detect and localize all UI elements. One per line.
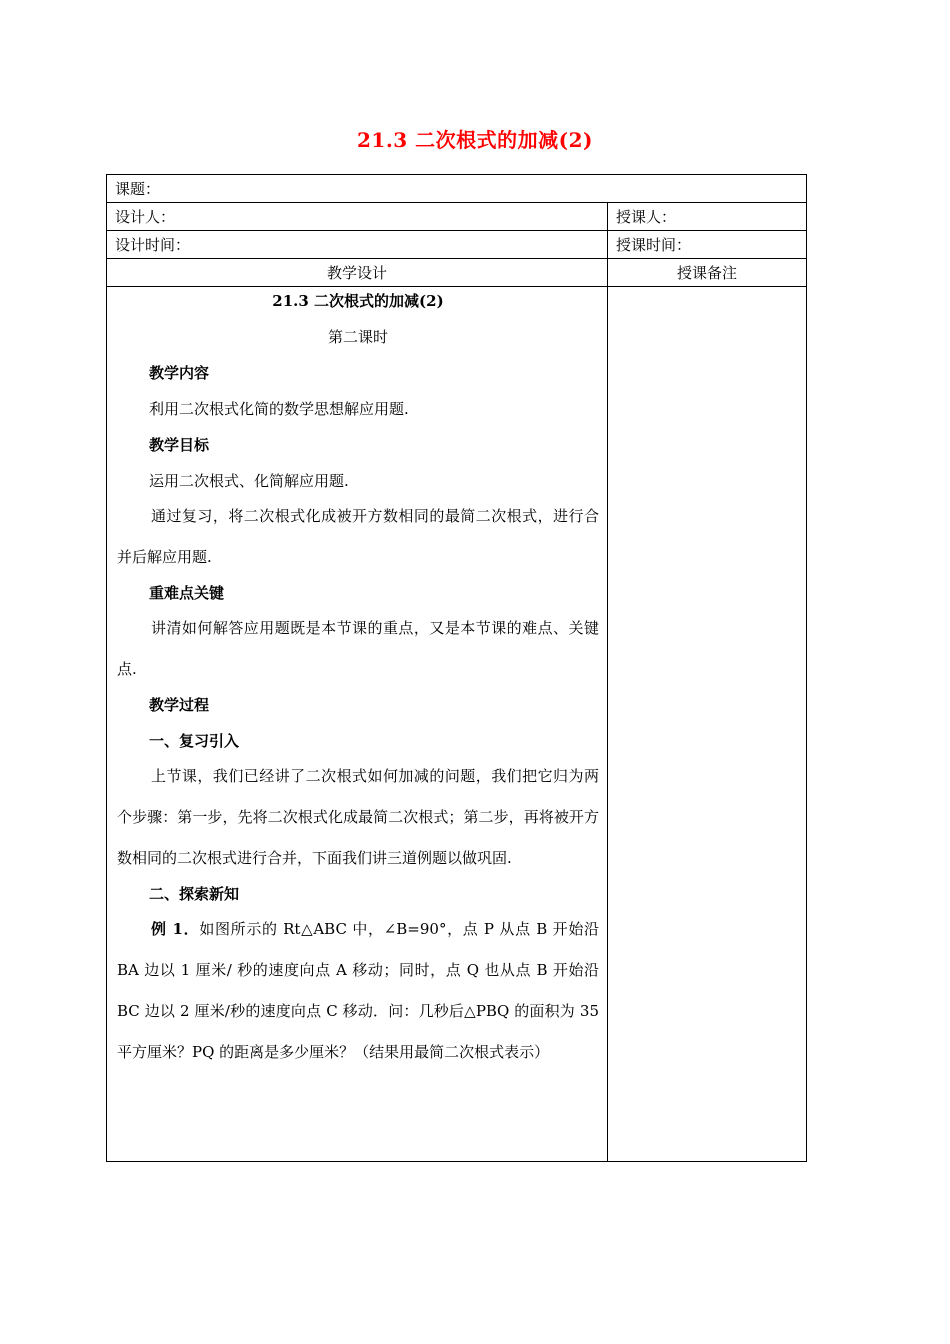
lesson-period: 第二课时: [327, 328, 388, 346]
example-text: 如图所示的 Rt△ABC 中，∠B=90°，点 P 从点 B 开始沿 BA 边以 1 厘米/ 秒的速度向点 A 移动；同时，点 Q 也从点 B 开始沿 BC 边以 2 厘米/秒的速度向点 C 移动．问：几秒后△PBQ 的面积为 35 平方厘米？PQ 的距离是多少厘米？（结果用最简二次根式表示）: [117, 920, 599, 1061]
teacher-label: 授课人：: [608, 203, 807, 231]
key-text: 讲清如何解答应用题既是本节课的重点，又是本节课的难点、关键点.: [117, 619, 599, 678]
designer-label: 设计人：: [107, 203, 608, 231]
document-title: 21.3 二次根式的加减(2): [356, 128, 593, 152]
review-heading: 一、复习引入: [149, 732, 240, 750]
key-heading: 重难点关键: [149, 584, 225, 602]
time-row: [107, 231, 807, 259]
col-design-header: 教学设计: [107, 259, 608, 287]
goal-heading: 教学目标: [149, 436, 210, 454]
teach-time-label: 授课时间：: [608, 231, 807, 259]
notes-cell: [608, 287, 807, 1162]
col-notes-header: 授课备注: [608, 259, 807, 287]
content-heading: 教学内容: [149, 364, 210, 382]
review-text: 上节课，我们已经讲了二次根式如何加减的问题，我们把它归为两个步骤：第一步，先将二次根式化成最简二次根式；第二步，再将被开方数相同的二次根式进行合并，下面我们讲三道例题以做巩固.: [117, 767, 599, 867]
designer-row: [107, 203, 807, 231]
process-heading: 教学过程: [149, 696, 210, 714]
content-text: 利用二次根式化简的数学思想解应用题.: [149, 400, 409, 418]
column-header-row: [107, 259, 807, 287]
goal-text-2: 通过复习，将二次根式化成被开方数相同的最简二次根式，进行合并后解应用题.: [117, 507, 599, 566]
example-paragraph: [117, 909, 599, 1073]
example-label: 例 1．: [151, 920, 200, 938]
design-time-label: 设计时间：: [107, 231, 608, 259]
lesson-body: [107, 287, 608, 1162]
topic-row: [107, 175, 807, 203]
lesson-subtitle: 21.3 二次根式的加减(2): [272, 292, 444, 310]
lesson-plan-table: [106, 174, 807, 1162]
body-row: [107, 287, 807, 1162]
topic-label: 课题：: [107, 175, 807, 203]
explore-heading: 二、探索新知: [149, 885, 240, 903]
goal-text-1: 运用二次根式、化简解应用题.: [149, 472, 349, 490]
